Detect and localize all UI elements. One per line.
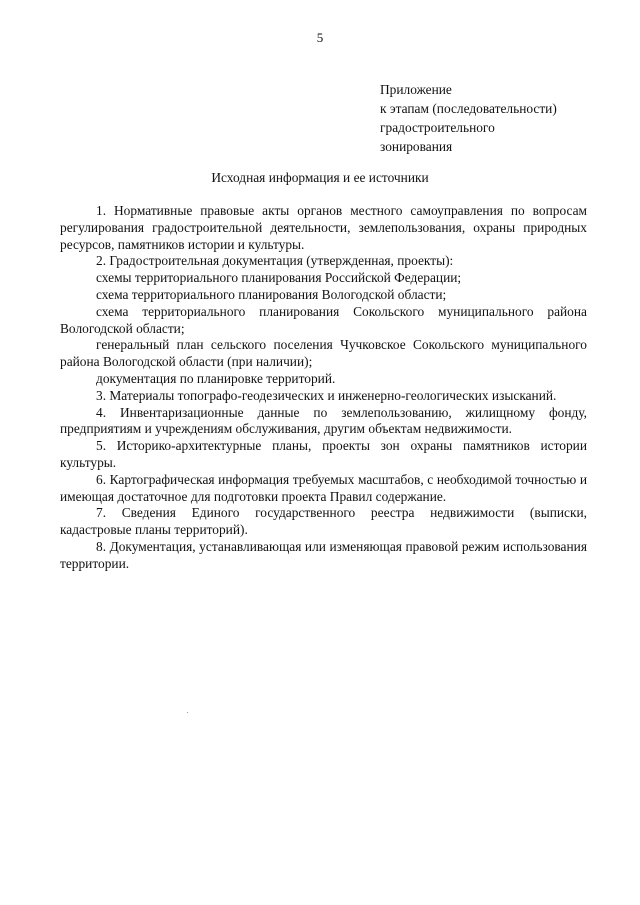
- appendix-line: зонирования: [380, 139, 453, 154]
- paragraph-item-6: 6. Картографическая информация требуемых масштабов, с необходимой точностью и имеющая достаточное для подготовки проекта Правил содержание.: [60, 471, 587, 504]
- paragraph-subitem: схемы территориального планирования Российской Федерации;: [96, 270, 462, 286]
- appendix-note: [380, 80, 620, 156]
- paragraph-subitem: документация по планировке территорий.: [96, 370, 336, 386]
- document-body: [60, 203, 587, 573]
- paragraph-item-5: 5. Историко-архитектурные планы, проекты зон охраны памятников истории культуры.: [60, 438, 587, 470]
- page-number: 5: [316, 30, 324, 45]
- appendix-line: градостроительного: [380, 120, 495, 135]
- paragraph-item-7: 7. Сведения Единого государственного реестра недвижимости (выписки, кадастровые планы территорий).: [60, 505, 587, 538]
- paragraph-subitem: схема территориального планирования Сокольского муниципального района Вологодской области;: [60, 303, 587, 336]
- paragraph-item-4: 4. Инвентаризационные данные по землепользованию, жилищному фонду, предприятиям и учреждениям обслуживания, другим объектам недвижимости.: [60, 404, 587, 437]
- paragraph-subitem: схема территориального планирования Вологодской области;: [96, 286, 447, 302]
- paragraph-item-2: 2. Градостроительная документация (утвержденная, проекты):: [96, 253, 454, 269]
- appendix-line: Приложение: [380, 82, 452, 97]
- paragraph-item-1: 1. Нормативные правовые акты органов местного самоуправления по вопросам регулирования градостроительной деятельности, землепользования, охраны природных ресурсов, памятников истории и культуры.: [60, 203, 587, 252]
- paragraph-item-8: 8. Документация, устанавливающая или изменяющая правовой режим использования территории.: [60, 538, 587, 571]
- appendix-line: к этапам (последовательности): [380, 101, 557, 116]
- paragraph-item-3: 3. Материалы топографо-геодезических и инженерно-геологических изысканий.: [96, 387, 557, 403]
- document-heading: Исходная информация и ее источники: [211, 170, 429, 185]
- scan-speck: [187, 712, 188, 713]
- paragraph-subitem: генеральный план сельского поселения Чучковское Сокольского муниципального района Вологодской области (при наличии);: [60, 337, 587, 370]
